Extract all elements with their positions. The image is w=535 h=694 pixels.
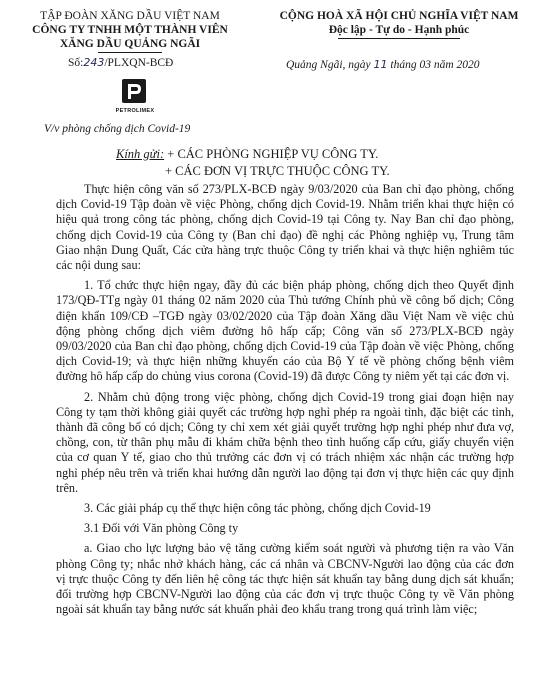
body-paragraph: 3.1 Đối với Văn phòng Công ty [84, 521, 239, 536]
number-handwritten: 243 [83, 56, 105, 69]
date-prefix: Quảng Ngãi, ngày [286, 59, 371, 71]
body-paragraph: 1. Tổ chức thực hiện ngay, đầy đủ các biện pháp phòng, chống dịch theo Quyết định 173/QĐ-TTg ngày 01 tháng 02 năm 2020 của Thủ tướng Chính phủ về công bố dịch; Công điện khẩn 109/CĐ –TGĐ ngày 03/02/2020 của Tập đoàn Xăng dầu Việt Nam về việc chủ động phòng chống dịch viêm đường hô hấp cấp; Công văn số 273/PLX-BCĐ ngày 09/03/2020 của Ban chỉ đạo phòng, chống dịch Covid-19 của Tập đoàn về việc Phòng, chống dịch Covid-19; và thực hiện những khuyến cáo của Bộ Y tế về phòng chống bệnh viêm đường hô hấp cấp do chủng vius corona (Covid-19) đã được Công ty niêm yết tại các đơn vị. [56, 278, 514, 384]
recipient-1: + CÁC PHÒNG NGHIỆP VỤ CÔNG TY. [167, 147, 379, 161]
body-paragraph: a. Giao cho lực lượng bảo vệ tăng cường kiểm soát người và phương tiện ra vào Văn phòng Công ty; nhắc nhở khách hàng, các cá nhân và CBCNV-Người lao động của các đơn vị trực thuộc Công ty đến liên hệ công tác thực hiện sát khuẩn tay bằng dung dịch sát khuẩn; đối trường hợp CBCNV-Người lao động của các đơn vị trực thuộc Công ty về Văn phòng ngoài sát khuẩn tay bằng nước sát khuẩn phải đeo khẩu trang trong quá trình làm việc; [56, 541, 514, 617]
recipients-label: Kính gửi: [116, 147, 165, 161]
national-title: CỘNG HOÀ XÃ HỘI CHỦ NGHĨA VIỆT NAM [279, 10, 519, 22]
recipient-2: + CÁC ĐƠN VỊ TRỰC THUỘC CÔNG TY. [165, 164, 390, 178]
date-day-handwritten: 11 [373, 58, 388, 71]
logo-caption: PETROLIMEX [115, 108, 155, 114]
org-branch: XĂNG DẦU QUẢNG NGÃI [59, 38, 201, 50]
document-number [68, 56, 173, 70]
number-suffix: /PLXQN-BCĐ [104, 57, 174, 69]
national-motto: Độc lập - Tự do - Hạnh phúc [328, 24, 470, 36]
number-prefix: Số: [68, 57, 84, 69]
body-paragraph: Thực hiện công văn số 273/PLX-BCĐ ngày 9/03/2020 của Ban chỉ đạo phòng, chống dịch Covid-19 Tập đoàn về việc Phòng, chống dịch Covid-19. Nhằm triển khai thực hiện có hiệu quả trong công tác phòng, chống dịch Covid-19 tại Công ty. Nay Ban chỉ đạo phòng, chống dịch Covid-19 của Công ty (Ban chỉ đạo) đề nghị các Phòng nghiệp vụ, Trung tâm Giao nhận Dung Quất, Các cửa hàng trực thuộc Công ty triển khai và thực hiện nghiêm túc các nội dung sau: [56, 182, 514, 273]
recipients [116, 146, 390, 180]
org-company: CÔNG TY TNHH MỘT THÀNH VIÊN [32, 24, 228, 36]
body-paragraph: 2. Nhằm chủ động trong việc phòng, chống dịch Covid-19 trong giai đoạn hiện nay Công ty tạm thời không giải quyết các trường hợp nghỉ phép ra ngoài tỉnh, đặc biệt các tỉnh, thành đã công bố có dịch; Công ty chỉ xem xét giải quyết trường hợp nghỉ phép như đưa vợ, chồng, con, từ thân phụ mẫu đi khám chữa bệnh theo tình huống cấp cứu, giấy chuyển viện của cơ quan Y tế, giao cho thủ trưởng các đơn vị có trách nhiệm xác nhận các trường hợp nghỉ phép nêu trên và triển khai hướng dẫn người lao động tại đơn vị thực hiện các quy định trên. [56, 389, 514, 495]
document-body [56, 182, 514, 617]
petrolimex-logo-icon [116, 77, 152, 107]
date-suffix: tháng 03 năm 2020 [390, 59, 480, 71]
subject-line: V/v phòng chống dịch Covid-19 [44, 123, 191, 135]
org-parent: TẬP ĐOÀN XĂNG DẦU VIỆT NAM [40, 10, 220, 22]
left-header-divider [98, 52, 162, 53]
body-paragraph: 3. Các giải pháp cụ thể thực hiện công tác phòng, chống dịch Covid-19 [84, 501, 431, 516]
right-header-divider [338, 38, 460, 39]
document-date [286, 58, 480, 72]
